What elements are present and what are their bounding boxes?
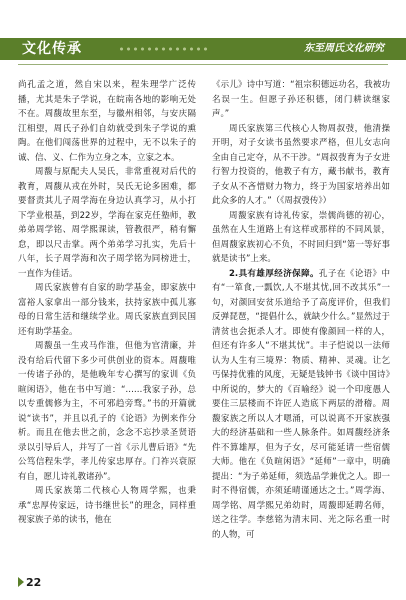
header-divider (18, 64, 388, 65)
paragraph: 周馥家族有诗礼传家，崇儒尚德的初心，虽然在人生道路上有这样或那样的不同风景，但周馥家族初心不负，不时回归到“第一等好事就是读书”上来。 (212, 210, 390, 264)
paragraph: 周馥与原配夫人吴氏，非常重视对后代的教育，周馥从戎在外时，吴氏无论多困难，都要督责其儿子周学海在身边认真学习，从小打下学业根基，到22岁，学海在家克任塾师，教弟弟周学铭、周学熙课读，管教很严，稍有懈怠，即以尺击掌。两个弟弟学习扎实，先后十八年，长子周学海和次子周学铭为同榜进士，一直作为佳话。 (18, 167, 196, 279)
right-column (212, 78, 390, 564)
page-header (0, 0, 406, 76)
paragraph: 周馥虽一生戎马作淮，但他为官清廉，并没有给后代留下多少可供创业的资本。周馥唯一传诸子孙的，是他晚年专心撰写的家训《负暄闲语》，他在书中写道：“……我家子孙，总以专重儒修为主，不可邪趋旁骛。”书的开篇就说“读书”，并且以孔子的《论语》为例来作分析。而且在他去世之前，念念不忘抄录圣贤语录以引导后人，并写了一首《示儿曹后语》“先公笃信程朱学，孝儿传家忠厚存。门祚兴衰原有自，愿儿诗礼教诸孙”。 (18, 341, 196, 482)
section-heading: 2.具有雄厚经济保障。 (229, 268, 319, 279)
paragraph: 周氏家族第三代核心人物周叔弢，他清操开明，对子女读书虽然要求严格，但儿女志向全由自己定夺，从不干涉。“周叔弢育为子女进行智力投资的，他教子有方，藏书献书，教育子女从不吝惜财力物力，终于为国家培养出如此众多的人才。”（《周叔弢传》） (212, 123, 390, 206)
series-title: 东至周氏文化研究 (304, 43, 384, 54)
decorative-dots (118, 45, 208, 53)
page-number-text: 22 (26, 576, 42, 589)
paragraph: 周氏家族曾有自家的助学基金，即家族中富裕人家拿出一部分钱来，扶持家族中孤儿寡母的日常生活和继续学业。周氏家族直到民国还有助学基金。 (18, 283, 196, 337)
paragraph: 《示儿》诗中写道：“祖宗积德远功名，我被功名误一生。但愿子孙还积德，闭门耕读继家声。” (212, 80, 390, 119)
paragraph: 尚孔孟之道，然自宋以来，程朱理学广泛传播，尤其是朱子学说，在皖南各地的影响无处不在。周馥故里东至，与徽州相邻，与安庆隔江相望，周氏子孙们自幼就受到朱子学说的熏陶。在他们闯荡世界的过程中，无不以朱子的诚、信、义、仁作为立身之本，立家之本。 (18, 80, 196, 163)
page-number (18, 576, 41, 590)
triangle-marker-icon (18, 577, 24, 587)
section-title: 文化传承 (22, 41, 82, 57)
article-body (18, 78, 390, 564)
left-column (18, 78, 196, 564)
paragraph: 周氏家族第二代核心人物周学熙，也秉承“忠厚传家远，诗书继世长”的理念，同样重视家族子弟的读书，他在 (18, 486, 196, 525)
paragraph-text: 孔子在《论语》中有“一箪食,一瓢饮,人不堪其忧,回不改其乐”一句，对颜回安贫乐道给予了高度评价，但我们反弹琵琶，“提倡什么，就缺少什么。”显然过于清贫也会扼杀人才。即使有像颜回一样的人，但还有许多人“不堪其忧”。丰子恺说以一法师认为人生有三境界：物质、精神、灵魂。让乞丐保持优雅的风度，无疑是钱钟书《谈中国诗》中所说的，梦大的《百喻经》说一个印度愚人要住三层楼而不许匠人造底下两层的滑稽。周馥家族之所以人才嗯涌，可以说离不开家族强大的经济基础和一些人脉条件。如周馥经济条件不算雄厚，但为子女，尽可能延请一些宿儒大师。他在《负暄闲语》“延师”一章中，明确提出：“为子弟延师，须选品学兼优之人。即一时不得宿儒，亦须延晴谨通达之士。”周学海、周学铭、周学熙兄弟幼时，周馥即延聘名师，送之往学。李慈铭为清末同、光之际名重一时的人物，可 (212, 268, 390, 540)
paragraph (212, 267, 390, 543)
